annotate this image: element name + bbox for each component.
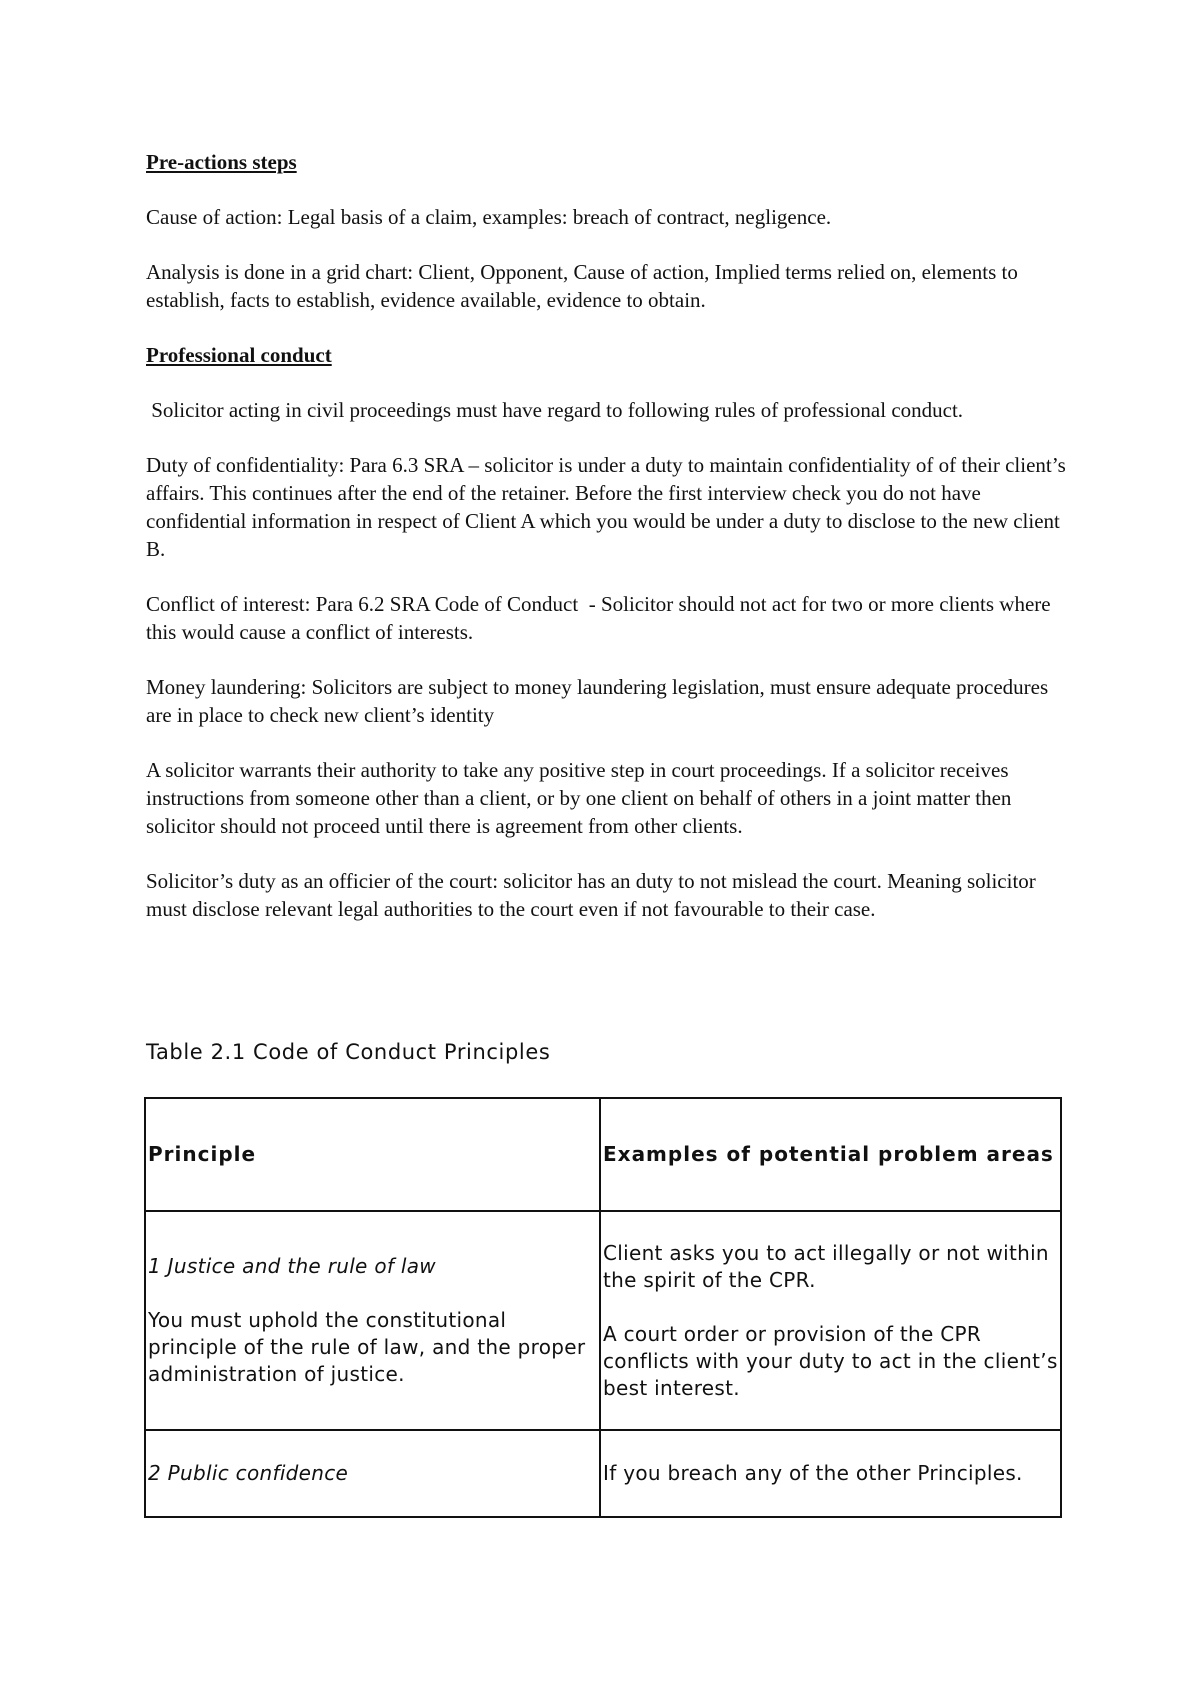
example-text: A court order or provision of the CPR conflicts with your duty to act in the client’s best interest. <box>603 1321 1058 1400</box>
principle-cell <box>145 1430 600 1517</box>
header-cell-examples: Examples of potential problem areas <box>600 1098 1061 1211</box>
example-text: If you breach any of the other Principles. <box>603 1461 1023 1485</box>
paragraph-duty-of-confidentiality: Duty of confidentiality: Para 6.3 SRA – solicitor is under a duty to maintain confidentiality of of their client’s affairs. This continues after the end of the retainer. Before the first interview check you do not have confidential information in respect of Client A which you would be under a duty to disclose to the new client B. <box>146 453 1066 561</box>
examples-cell <box>600 1430 1061 1517</box>
principle-title: 1 Justice and the rule of law <box>148 1254 436 1278</box>
table-row <box>145 1211 1061 1430</box>
section-heading-pre-actions: Pre-actions steps <box>146 150 297 174</box>
paragraph-solicitor-authority: A solicitor warrants their authority to take any positive step in court proceedings. If a solicitor receives instructions from someone other than a client, or by one client on behalf of others in a joint matter then solicitor should not proceed until there is agreement from other clients. <box>146 758 1012 838</box>
principle-title: 2 Public confidence <box>148 1461 349 1485</box>
table-caption: Table 2.1 Code of Conduct Principles <box>146 1040 551 1064</box>
principle-text: You must uphold the constitutional principle of the rule of law, and the proper administration of justice. <box>148 1308 586 1386</box>
section-heading-professional-conduct: Professional conduct <box>146 343 332 367</box>
table-row <box>145 1430 1061 1517</box>
paragraph-professional-conduct-intro: Solicitor acting in civil proceedings must have regard to following rules of professional conduct. <box>146 398 964 422</box>
example-text: Client asks you to act illegally or not within the spirit of the CPR. <box>603 1240 1049 1292</box>
examples-cell <box>600 1211 1061 1430</box>
principle-cell <box>145 1211 600 1430</box>
paragraph-officer-of-court: Solicitor’s duty as an officier of the court: solicitor has an duty to not mislead the court. Meaning solicitor must disclose relevant legal authorities to the court even if not favourable to their case. <box>146 869 1036 921</box>
paragraph-cause-of-action: Cause of action: Legal basis of a claim, examples: breach of contract, negligence. <box>146 205 832 229</box>
code-of-conduct-table <box>144 1097 1062 1518</box>
paragraph-analysis-grid: Analysis is done in a grid chart: Client, Opponent, Cause of action, Implied terms relied on, elements to establish, facts to establish, evidence available, evidence to obtain. <box>146 260 1018 312</box>
paragraph-money-laundering: Money laundering: Solicitors are subject to money laundering legislation, must ensure adequate procedures are in place to check new client’s identity <box>146 675 1049 727</box>
header-cell-principle: Principle <box>145 1098 600 1211</box>
paragraph-conflict-of-interest: Conflict of interest: Para 6.2 SRA Code of Conduct - Solicitor should not act for two or more clients where this would cause a conflict of interests. <box>146 592 1056 644</box>
document-body <box>146 148 1066 950</box>
table-header-row <box>145 1098 1061 1211</box>
